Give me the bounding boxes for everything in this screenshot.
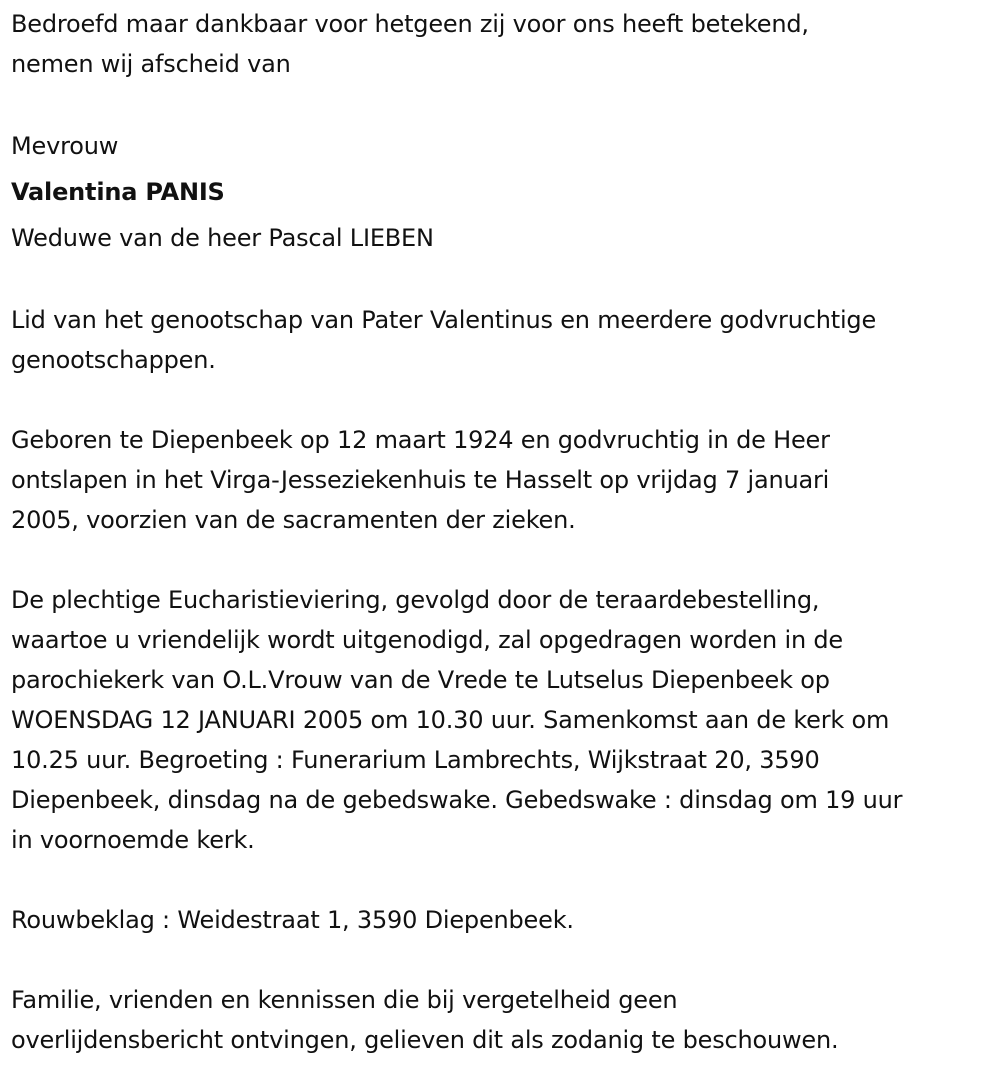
ceremony-line: in voornoemde kerk.: [11, 826, 255, 854]
membership-paragraph: [11, 300, 996, 380]
intro-line: Bedroefd maar dankbaar voor hetgeen zij voor ons heeft betekend,: [11, 10, 809, 38]
salutation: Mevrouw: [11, 132, 119, 160]
spacer: [11, 540, 996, 580]
membership-line: genootschappen.: [11, 346, 216, 374]
spacer: [11, 260, 996, 300]
spacer: [11, 380, 996, 420]
ceremony-line: Diepenbeek, dinsdag na de gebedswake. Gebedswake : dinsdag om 19 uur: [11, 786, 903, 814]
ceremony-line: 10.25 uur. Begroeting : Funerarium Lambrechts, Wijkstraat 20, 3590: [11, 746, 820, 774]
ceremony-line: waartoe u vriendelijk wordt uitgenodigd, zal opgedragen worden in de: [11, 626, 844, 654]
ceremony-line: parochiekerk van O.L.Vrouw van de Vrede te Lutselus Diepenbeek op: [11, 666, 830, 694]
widow-of: Weduwe van de heer Pascal LIEBEN: [11, 224, 434, 252]
condolence-address: Rouwbeklag : Weidestraat 1, 3590 Diepenbeek.: [11, 906, 574, 934]
ceremony-line: WOENSDAG 12 JANUARI 2005 om 10.30 uur. Samenkomst aan de kerk om: [11, 706, 890, 734]
birth-death-line: ontslapen in het Virga-Jesseziekenhuis te Hasselt op vrijdag 7 januari: [11, 466, 830, 494]
closing-line: overlijdensbericht ontvingen, gelieven dit als zodanig te beschouwen.: [11, 1026, 839, 1054]
intro-line: nemen wij afscheid van: [11, 50, 291, 78]
ceremony-paragraph: [11, 580, 996, 860]
spacer: [11, 860, 996, 900]
birth-death-line: Geboren te Diepenbeek op 12 maart 1924 en godvruchtig in de Heer: [11, 426, 830, 454]
birth-death-line: 2005, voorzien van de sacramenten der zieken.: [11, 506, 576, 534]
closing-paragraph: [11, 980, 996, 1060]
membership-line: Lid van het genootschap van Pater Valentinus en meerdere godvruchtige: [11, 306, 877, 334]
intro-paragraph: [11, 4, 996, 84]
ceremony-line: De plechtige Eucharistieviering, gevolgd door de teraardebestelling,: [11, 586, 820, 614]
spacer: [11, 84, 996, 124]
birth-death-paragraph: [11, 420, 996, 540]
obituary-notice: [11, 4, 996, 1060]
closing-line: Familie, vrienden en kennissen die bij vergetelheid geen: [11, 986, 678, 1014]
deceased-name: Valentina PANIS: [11, 178, 225, 206]
spacer: [11, 940, 996, 980]
